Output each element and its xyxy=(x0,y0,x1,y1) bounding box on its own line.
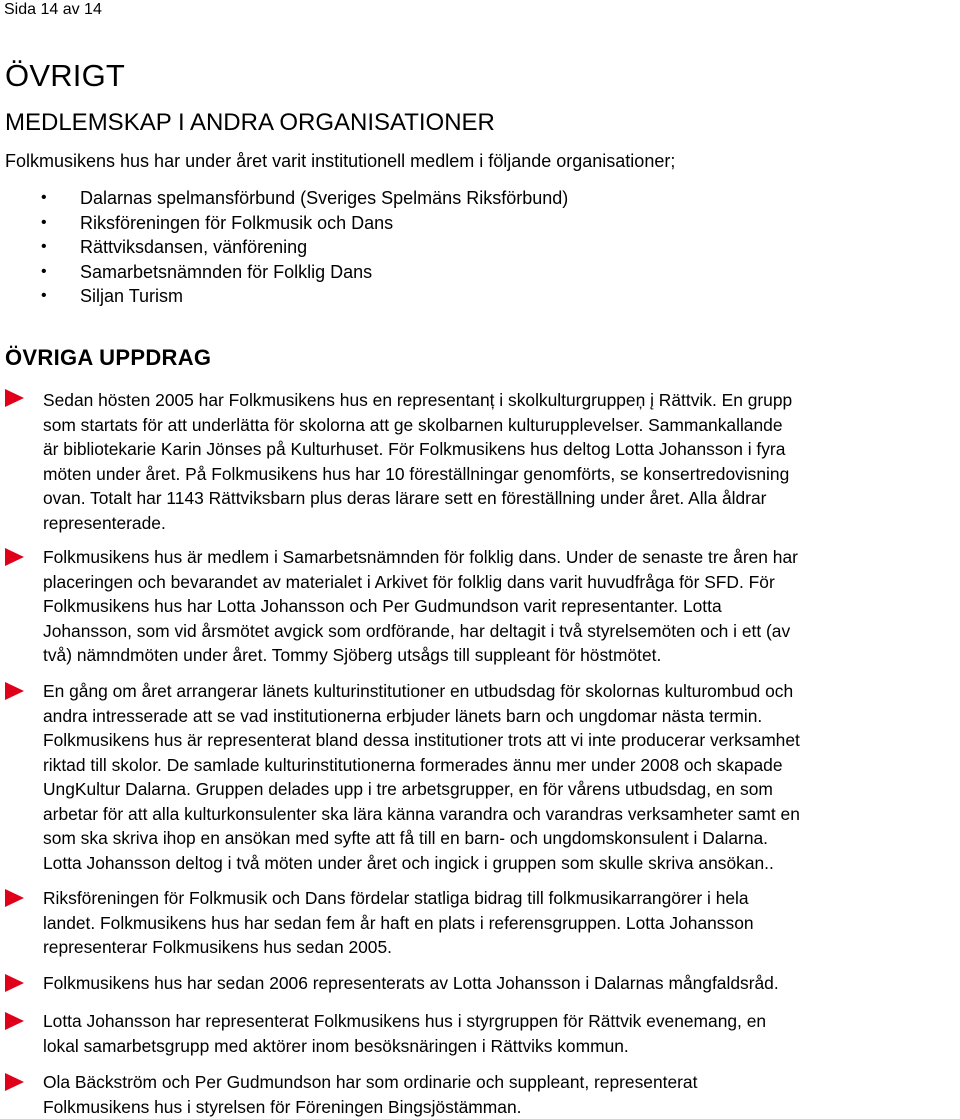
paragraph-mangfaldsrad: Folkmusikens hus har sedan 2006 representerats av Lotta Johansson i Dalarnas mångfaldsråd. xyxy=(43,973,779,993)
list-item: • Riksföreningen för Folkmusik och Dans xyxy=(0,211,568,236)
bullet-icon: • xyxy=(41,262,47,280)
bullet-icon: • xyxy=(41,287,47,304)
arrow-icon xyxy=(5,682,24,700)
paragraph-rattvik-evenemang: Lotta Johansson har representerat Folkmusikens hus i styrgruppen för Rättvik evenemang, en lokal samarbetsgrupp med aktörer inom besöksnäringen i Rättviks kommun. xyxy=(43,1011,767,1056)
page-heading: ÖVRIGT xyxy=(5,58,126,93)
bullet-icon: • xyxy=(41,238,47,255)
bullet-icon: • xyxy=(41,189,47,206)
page-number: Sida 14 av 14 xyxy=(4,1,102,18)
paragraph-riksforeningen: Riksföreningen för Folkmusik och Dans fördelar statliga bidrag till folkmusikarrangörer i hela landet. Folkmusikens hus har sedan fem år haft en plats i referensgruppen. Lotta Johansson representerar Folkmusikens hus sedan 2005. xyxy=(43,888,754,957)
paragraph-samarbetsnamnden: Folkmusikens hus är medlem i Samarbetsnämnden för folklig dans. Under de senaste tre åren har placeringen och bevarandet av materialet i Arkivet för folklig dans varit huvudfråga för SFD. För Folkmusikens hus har Lotta Johansson och Per Gudmundson varit representanter. Lotta Johansson, som vid årsmötet avgick som ordförande, har deltagit i två styrelsemöten och i ett (av två) nämndmöten under året. Tommy Sjöberg utsågs till suppleant för höstmötet. xyxy=(43,547,798,665)
list-item: • Dalarnas spelmansförbund (Sveriges Spelmäns Riksförbund) xyxy=(0,186,568,211)
paragraph-utbudsdag: En gång om året arrangerar länets kulturinstitutioner en utbudsdag för skolornas kulturombud och andra intresserade att se vad institutionerna erbjuder länets barn och ungdomar nästa termin. Folkmusikens hus är representerat bland dessa institutioner trots att vi inte producerar verksamhet riktad till skolor. De samlade kulturinstitutionerna formerades ännu mer under 2008 och skapade UngKultur Dalarna. Gruppen delades upp i tre arbetsgrupper, en för vårens utbudsdag, en som arbetar för att alla kulturkonsulenter ska lära känna varandra och varandras verksamheter samt en som ska skriva ihop en ansökan med syfte att få till en barn- och ungdomskonsulent i Dalarna. Lotta Johansson deltog i två möten under året och ingick i gruppen som skulle skriva ansökan.. xyxy=(43,681,800,873)
organisation-list xyxy=(0,186,568,309)
list-item: • Rättviksdansen, vänförening xyxy=(0,235,568,260)
paragraph-bingsjostamman: Ola Bäckström och Per Gudmundson har som ordinarie och suppleant, representerat Folkmusikens hus i styrelsen för Föreningen Bingsjöstämman. xyxy=(43,1072,698,1117)
arrow-icon xyxy=(5,548,24,566)
paragraph-skolkulturgruppen: Sedan hösten 2005 har Folkmusikens hus en representanț i skolkulturgruppeņ į Rättvik. En grupp som startats för att underlätta för skolorna att ge skolbarnen kulturupplevelser. Sammankallande är bibliotekarie Karin Jönses på Kulturhuset. För Folkmusikens hus deltog Lotta Johansson i fyra möten under året. På Folkmusikens hus har 10 föreställningar genomförts, se konsertredovisning ovan. Totalt har 1143 Rättviksbarn plus deras lärare sett en föreställning under året. Alla åldrar representerade. xyxy=(43,390,793,533)
intro-text: Folkmusikens hus har under året varit institutionell medlem i följande organisationer; xyxy=(5,151,676,171)
arrow-icon xyxy=(5,1012,24,1030)
list-item: • Samarbetsnämnden för Folklig Dans xyxy=(0,260,568,285)
arrow-icon xyxy=(5,889,24,907)
list-item: • Siljan Turism xyxy=(0,284,568,309)
section-heading-ovriga-uppdrag: ÖVRIGA UPPDRAG xyxy=(5,345,212,370)
section-subheading: MEDLEMSKAP I ANDRA ORGANISATIONER xyxy=(5,109,495,136)
arrow-icon xyxy=(5,974,24,992)
arrow-icon xyxy=(5,389,24,407)
bullet-icon: • xyxy=(41,213,47,231)
arrow-icon xyxy=(5,1073,24,1091)
